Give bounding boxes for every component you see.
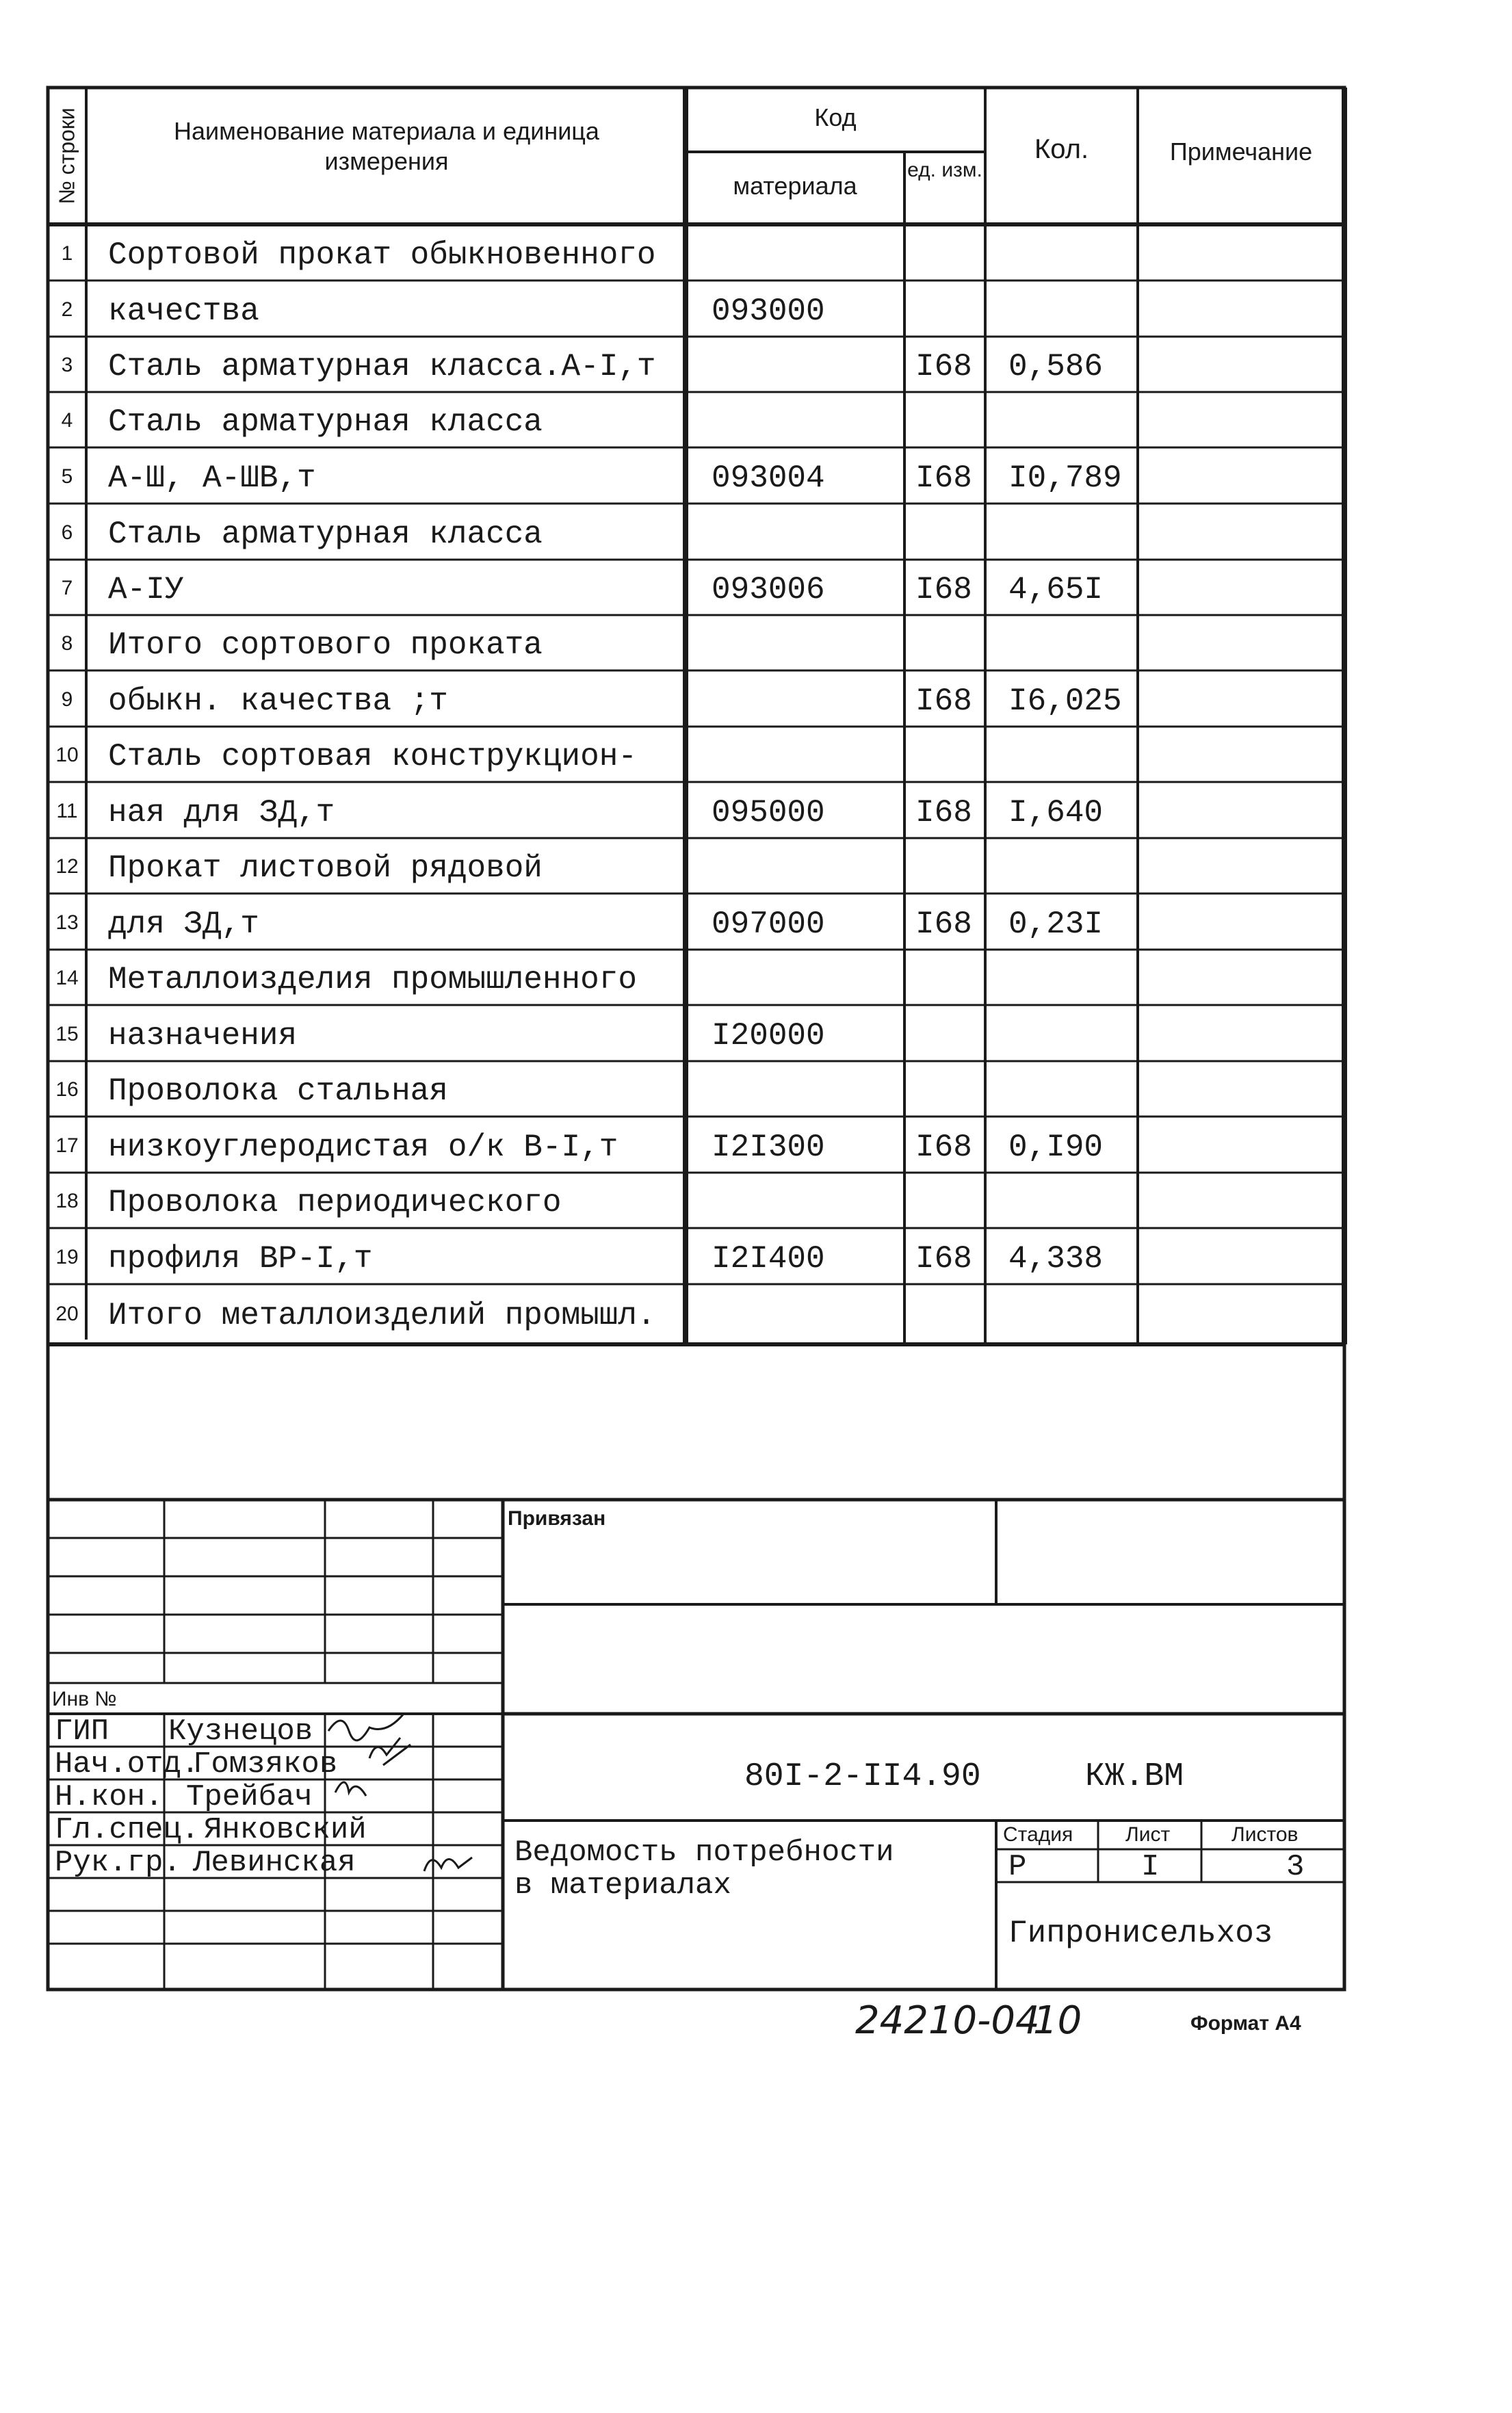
row-number: 8 — [61, 632, 73, 655]
page-number: 10 — [1033, 1998, 1082, 2043]
row-number: 1 — [61, 242, 73, 265]
row-name: Итого сортового проката — [108, 627, 543, 663]
row-code: 093004 — [712, 460, 825, 496]
row-name: Проволока периодического — [108, 1185, 562, 1221]
row-qty: I0,789 — [1008, 460, 1122, 496]
bound-label: Привязан — [508, 1507, 606, 1530]
signer-name: Левинская — [193, 1846, 356, 1880]
row-code: 093006 — [712, 572, 825, 608]
row-number: 20 — [55, 1303, 79, 1325]
row-code: I2I400 — [712, 1241, 825, 1277]
sheets-label: Листов — [1231, 1823, 1299, 1846]
row-number: 7 — [61, 577, 73, 599]
row-name: Итого металлоизделий промышл. — [108, 1298, 656, 1333]
row-name: Сортовой прокат обыкновенного — [108, 237, 656, 273]
row-name: ная для ЗД,т — [108, 795, 335, 831]
row-number: 14 — [55, 967, 79, 989]
signatures-scribble — [322, 1710, 527, 1888]
row-name: низкоуглеродистая о/к В-I,т — [108, 1130, 618, 1165]
row-name: Прокат листовой рядовой — [108, 850, 543, 886]
document-title-line1: Ведомость потребности — [514, 1836, 894, 1870]
row-number: 5 — [61, 465, 73, 488]
row-unit: I68 — [915, 460, 972, 496]
inv-label: Инв № — [52, 1688, 117, 1710]
row-unit: I68 — [915, 349, 972, 384]
row-number: 17 — [55, 1134, 79, 1157]
row-code: 093000 — [712, 294, 825, 329]
row-number-header: № строки — [54, 107, 79, 205]
row-name: А-IУ — [108, 572, 184, 608]
row-number: 18 — [55, 1190, 79, 1212]
row-name: Сталь арматурная класса — [108, 404, 543, 440]
row-code: 097000 — [712, 906, 825, 942]
row-number: 3 — [61, 354, 73, 376]
row-qty: 4,338 — [1008, 1241, 1104, 1277]
row-code: I20000 — [712, 1018, 825, 1054]
sheets-value: 3 — [1286, 1850, 1305, 1884]
row-name: Проволока стальная — [108, 1073, 448, 1109]
row-code: I2I300 — [712, 1130, 825, 1165]
stage-label: Стадия — [1003, 1823, 1073, 1846]
row-number: 6 — [61, 521, 73, 544]
document-title-line2: в материалах — [514, 1868, 731, 1903]
row-code: 095000 — [712, 795, 825, 831]
document-code: 80I-2-II4.90 — [744, 1758, 981, 1795]
row-unit: I68 — [915, 1241, 972, 1277]
stage-value: Р — [1008, 1850, 1027, 1884]
row-name: обыкн. качества ;т — [108, 683, 448, 719]
row-name: Сталь арматурная класса.А-I,т — [108, 349, 656, 384]
sheet-value: I — [1141, 1850, 1160, 1884]
code-material-header: материала — [733, 172, 857, 200]
row-qty: 0,I90 — [1008, 1130, 1104, 1165]
row-number: 4 — [61, 409, 73, 432]
row-name: для ЗД,т — [108, 906, 259, 942]
name-column-header: Наименование материала и единица измерения — [174, 117, 599, 175]
row-number: 2 — [61, 298, 73, 321]
signer-role: Н.кон. — [55, 1780, 164, 1814]
signer-name: Кузнецов — [168, 1714, 313, 1749]
row-qty: I6,025 — [1008, 683, 1122, 719]
row-qty: 0,586 — [1008, 349, 1104, 384]
code-unit-header: ед. изм. — [907, 159, 982, 181]
signer-name: Гомзяков — [193, 1747, 338, 1782]
row-number: 16 — [55, 1078, 79, 1101]
row-name: качества — [108, 294, 259, 329]
row-unit: I68 — [915, 572, 972, 608]
signer-name: Янковский — [204, 1813, 367, 1847]
row-unit: I68 — [915, 906, 972, 942]
row-qty: I,640 — [1008, 795, 1104, 831]
signer-role: ГИП — [55, 1714, 109, 1749]
row-unit: I68 — [915, 1130, 972, 1165]
row-name: А-Ш, А-ШВ,т — [108, 460, 316, 496]
row-qty: 0,23I — [1008, 906, 1104, 942]
signer-role: Гл.спец. — [55, 1813, 200, 1847]
code-column-header: Код — [814, 103, 857, 131]
signer-role: Рук.гр. — [55, 1846, 181, 1880]
row-number: 15 — [55, 1023, 79, 1045]
row-name: назначения — [108, 1018, 298, 1054]
format-label: Формат А4 — [1190, 2012, 1301, 2035]
signer-role: Нач.отд. — [55, 1747, 200, 1782]
document-mark: КЖ.ВМ — [1085, 1758, 1184, 1795]
signer-name: Трейбач — [186, 1780, 313, 1814]
row-name: Сталь арматурная класса — [108, 517, 543, 552]
row-name: Металлоизделия промышленного — [108, 962, 637, 997]
row-name: профиля ВР-I,т — [108, 1241, 373, 1277]
note-column-header: Примечание — [1169, 138, 1313, 166]
organization-name: Гипронисельхоз — [1008, 1916, 1273, 1951]
row-number: 19 — [55, 1246, 79, 1268]
archive-number: 24210-04 — [855, 1998, 1040, 2043]
qty-column-header: Кол. — [1034, 134, 1089, 164]
row-number: 9 — [61, 688, 73, 711]
row-number: 12 — [55, 855, 79, 878]
row-number: 13 — [55, 911, 79, 934]
row-unit: I68 — [915, 683, 972, 719]
row-qty: 4,65I — [1008, 572, 1104, 608]
row-number: 11 — [56, 800, 78, 822]
sheet-label: Лист — [1125, 1823, 1171, 1846]
row-number: 10 — [55, 744, 79, 766]
row-name: Сталь сортовая конструкцион- — [108, 739, 637, 774]
row-unit: I68 — [915, 795, 972, 831]
